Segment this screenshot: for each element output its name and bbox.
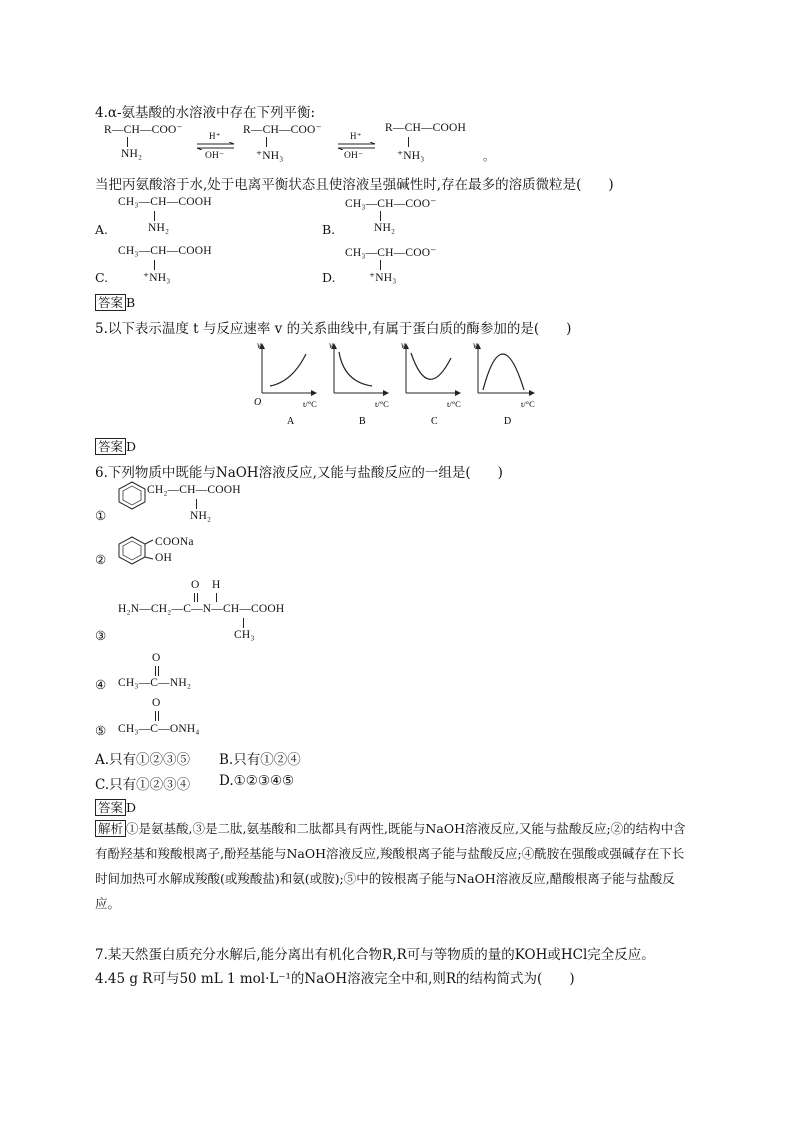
bond-line (197, 593, 198, 602)
origin-label: O (254, 397, 262, 408)
answer-badge: 答案 (95, 799, 126, 816)
bond-line (158, 711, 159, 721)
q6-item5-topO: O (152, 697, 161, 709)
q4-eq-left-top: R—CH—COO⁻ (104, 124, 183, 136)
q6-answer (95, 797, 136, 816)
graph-b (329, 340, 389, 427)
axis-y-label: v (329, 340, 333, 350)
q4-arrow1-bottom: OH⁻ (205, 151, 225, 161)
q4-arrow2-bottom: OH⁻ (344, 151, 364, 161)
q4-option-a-top: CH₃—CH—COOH (118, 196, 212, 208)
answer-badge: 答案 (95, 438, 126, 455)
q5-graphs (248, 338, 548, 430)
q4-option-d-top: CH₃—CH—COO⁻ (345, 247, 437, 259)
axis-x-label: t/°C (521, 399, 535, 409)
benzene-ring-icon (115, 480, 149, 510)
benzene-ring-icon (115, 535, 155, 565)
explain-text: ①是氨基酸,③是二肽,氨基酸和二肽都具有两性,既能与NaOH溶液反应,又能与盐酸反应;②的结构中含有酚羟基和羧酸根离子,酚羟基能与NaOH溶液反应,羧酸根离子能与盐酸反应;④酰胺在强酸或强碱存在下长时间加热可水解成羧酸(或羧酸盐)和氨(或胺);⑤中的铵根离子能与NaOH溶液反应,醋酸根离子能与盐酸反应。 (95, 821, 686, 911)
graph-label-c: C (431, 416, 438, 427)
bond-line (158, 666, 159, 676)
q4-eq-end: 。 (483, 151, 495, 163)
q6-item2-bottom: OH (155, 552, 173, 564)
q7-line1: 7.某天然蛋白质充分水解后,能分离出有机化合物R,R可与等物质的量的KOH或HCl完全反应。 (95, 947, 655, 963)
q6-item4-topO: O (152, 652, 161, 664)
axis-y-label: v (257, 340, 261, 350)
axis-x-label: t/°C (447, 399, 461, 409)
bond-line (266, 137, 267, 147)
q6-item3-main: H₂N—CH₂—C—N—CH—COOH (118, 603, 285, 615)
equilibrium-arrow-icon (337, 142, 377, 150)
graph-label-a: A (287, 416, 295, 427)
curve-c (411, 353, 451, 379)
graph-label-b: B (359, 416, 366, 427)
q4-question: 当把丙氨酸溶于水,处于电离平衡状态且使溶液呈强碱性时,存在最多的溶质微粒是( ) (95, 177, 614, 193)
curve-a (270, 354, 306, 386)
bond-line (243, 618, 244, 628)
graph-d (473, 340, 535, 427)
q4-option-c-bottom: ⁺NH₃ (143, 272, 171, 284)
curve-d (483, 354, 524, 390)
q6-option-c[interactable]: C.只有①②③④ (95, 777, 191, 793)
q4-arrow1-top: H⁺ (209, 131, 221, 141)
bond-line (408, 137, 409, 147)
bond-line (196, 499, 197, 509)
q6-item2-num: ② (95, 552, 107, 567)
graph-c (401, 340, 461, 427)
bond-line (380, 211, 381, 221)
bond-line (194, 593, 195, 602)
q6-item5-num: ⑤ (95, 723, 107, 738)
q6-item4-num: ④ (95, 677, 107, 692)
graph-label-d: D (504, 416, 512, 427)
q4-option-b-bottom: NH₂ (374, 222, 396, 234)
q6-explanation (95, 816, 695, 916)
bond-line (216, 593, 217, 602)
answer-value: D (126, 439, 137, 454)
q4-stem: 4.α-氨基酸的水溶液中存在下列平衡: (95, 105, 316, 121)
q6-item5-main: CH₃—C—ONH₄ (118, 723, 200, 735)
q4-option-c-label: C. (95, 270, 109, 285)
q5-stem: 5.以下表示温度 t 与反应速率 v 的关系曲线中,有属于蛋白质的酶参加的是( ) (95, 321, 572, 337)
q6-item1-bottom: NH₂ (190, 510, 212, 522)
axis-x-label: t/°C (303, 399, 317, 409)
q4-eq-right-top: R—CH—COOH (385, 122, 467, 134)
q4-option-d-bottom: ⁺NH₃ (369, 272, 397, 284)
bond-line (154, 211, 155, 221)
q4-answer (95, 292, 135, 311)
bond-line (380, 260, 381, 270)
q4-option-c-top: CH₃—CH—COOH (118, 245, 212, 257)
q6-item3-num: ③ (95, 628, 107, 643)
bond-line (155, 711, 156, 721)
answer-value: D (126, 800, 137, 815)
equilibrium-arrow-icon (196, 142, 236, 150)
q6-item3-topO: O (191, 579, 200, 591)
answer-badge: 答案 (95, 294, 126, 311)
bond-line (155, 666, 156, 676)
q4-eq-mid-bottom: ⁺NH₃ (256, 150, 284, 162)
q6-option-a[interactable]: A.只有①②③⑤ (95, 752, 191, 768)
q6-item4-main: CH₃—C—NH₂ (118, 677, 192, 689)
axis-x-label: t/°C (375, 399, 389, 409)
q4-option-b-top: CH₃—CH—COO⁻ (345, 198, 437, 210)
q6-item1-num: ① (95, 508, 107, 523)
q6-item3-bottom: CH₃ (234, 629, 255, 641)
q6-option-b[interactable]: B.只有①②④ (219, 752, 301, 768)
q6-item1-top: CH₂—CH—COOH (147, 484, 241, 496)
bond-line (127, 137, 128, 147)
q4-arrow2-top: H⁺ (350, 131, 362, 141)
answer-value: B (126, 295, 136, 310)
curve-b (339, 352, 372, 386)
q4-option-b-label: B. (322, 222, 336, 237)
q7-line2: 4.45 g R可与50 mL 1 mol·L⁻¹的NaOH溶液完全中和,则R的结构简式为( ) (95, 971, 575, 987)
q6-option-d[interactable]: D.①②③④⑤ (219, 773, 295, 789)
q4-option-a-bottom: NH₂ (148, 222, 170, 234)
axis-y-label: v (473, 340, 477, 350)
q4-eq-mid-top: R—CH—COO⁻ (243, 124, 322, 136)
q5-answer (95, 436, 136, 455)
q4-option-d-label: D. (322, 270, 336, 285)
bond-line (154, 260, 155, 270)
graph-a (254, 340, 317, 427)
q4-option-a-label: A. (95, 222, 109, 237)
q4-eq-left-bottom: NH₂ (121, 148, 143, 160)
q6-stem: 6.下列物质中既能与NaOH溶液反应,又能与盐酸反应的一组是( ) (95, 465, 503, 481)
q6-item2-top: COONa (155, 536, 194, 548)
explain-badge: 解析 (95, 820, 126, 837)
q4-eq-right-bottom: ⁺NH₃ (397, 150, 425, 162)
axis-y-label: v (401, 340, 405, 350)
q6-item3-topH: H (212, 579, 221, 591)
